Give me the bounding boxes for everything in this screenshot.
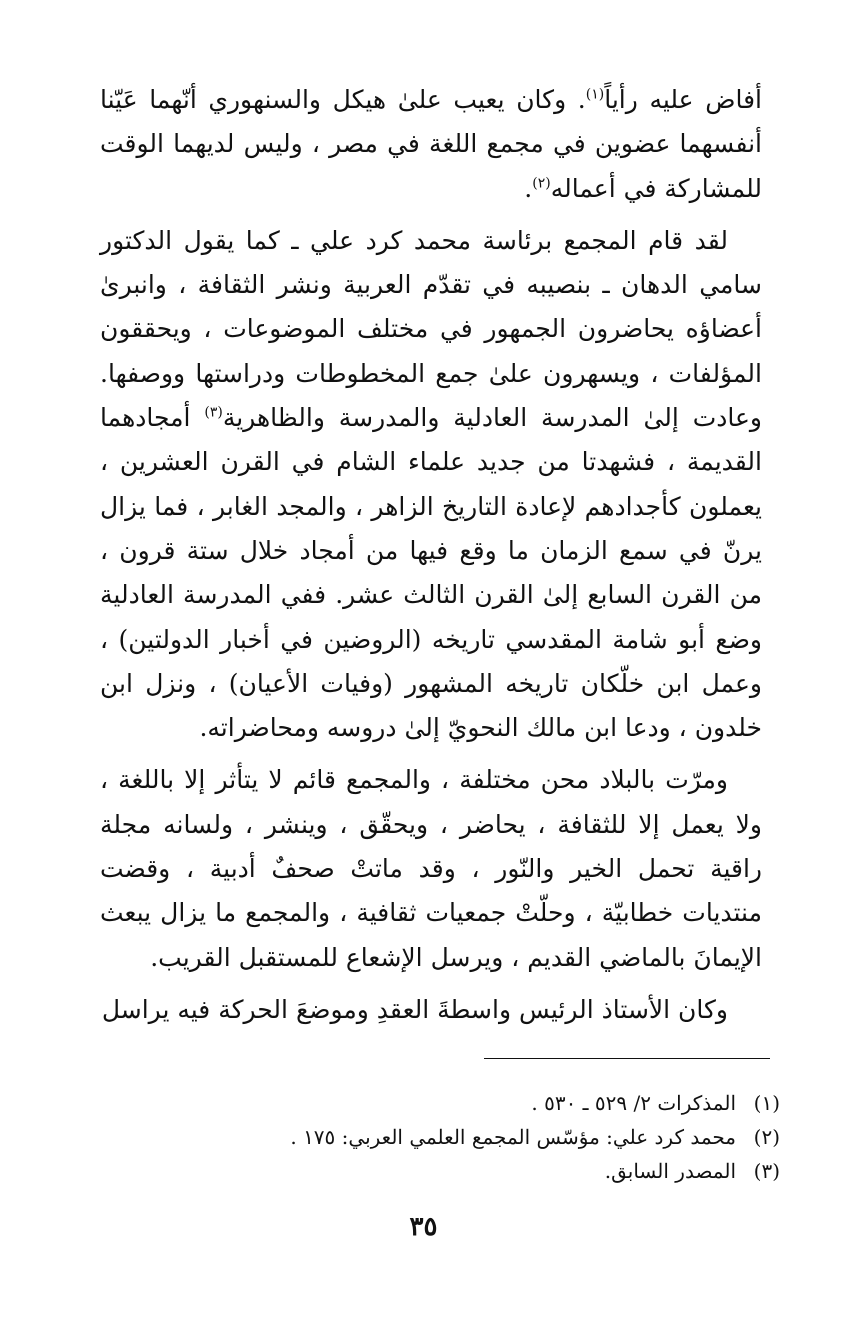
footnote-number-2: (٢) (753, 1125, 780, 1149)
footnote-3 (220, 1154, 780, 1188)
paragraph-1-text-c: . (524, 173, 533, 203)
footnote-text-1: المذكرات ٢/ ٥٢٩ ـ ٥٣٠ . (531, 1091, 736, 1115)
footnote-separator (484, 1058, 770, 1059)
footnote-2 (220, 1120, 780, 1154)
footnote-text-3: المصدر السابق. (604, 1159, 736, 1183)
footnote-1 (220, 1086, 780, 1120)
footnote-text-2: محمد كرد علي: مؤسّس المجمع العلمي العربي: ١٧٥ . (290, 1125, 736, 1149)
footnote-number-1: (١) (753, 1091, 780, 1115)
footnote-ref-3: (٣) (204, 404, 223, 421)
paragraph-2 (100, 219, 762, 751)
paragraph-1-text-a: أفاض عليه رأياً (604, 85, 762, 114)
paragraph-4: وكان الأستاذ الرئيس واسطةَ العقدِ وموضعَ الحركة فيه يراسل (101, 994, 728, 1024)
page-number: ٣٥ (409, 1212, 438, 1242)
paragraph-1-text-b: . وكان يعيب علىٰ هيكل والسنهوري أنّهما عَيّنا أنفسهما عضوين في مجمع اللغة في مصر ، وليس لديهما الوقت للمشاركة في أعماله (100, 85, 762, 203)
body-text (100, 78, 762, 1032)
footnote-ref-2: (٢) (532, 175, 551, 192)
paragraph-2-text-b: أمجادهما القديمة ، فشهدتا من جديد علماء الشام في القرن العشرين ، يعملون كأجدادهم لإعادة التاريخ الزاهر ، والمجد الغابر ، فما يزال يرنّ في سمع الزمان ما وقع فيها من أمجاد خلال ستة قرون ، من القرن السابع إلىٰ القرن الثالث عشر. ففي المدرسة العادلية وضع أبو شامة المقدسي تاريخه (الروضين في أخبار الدولتين) ، وعمل ابن خلّكان تاريخه المشهور (وفيات الأعيان) ، ونزل ابن خلدون ، ودعا ابن مالك النحويّ إلىٰ دروسه ومحاضراته. (100, 403, 762, 743)
paragraph-1 (100, 78, 762, 211)
footnote-ref-1: (١) (585, 86, 605, 103)
paragraph-3: ومرّت بالبلاد محن مختلفة ، والمجمع قائم لا يتأثر إلا باللغة ، ولا يعمل إلا للثقافة ، يحاضر ، ويحقّق ، وينشر ، ولسانه مجلة راقية تحمل الخير والنّور ، وقد ماتتْ صحفٌ أدبية ، وقضت منتديات خطابيّة ، وحلّتْ جمعيات ثقافية ، والمجمع ما يزال يبعث الإيمانَ بالماضي القديم ، ويرسل الإشعاع للمستقبل القريب. (100, 765, 762, 972)
footnotes (220, 1086, 780, 1188)
footnote-number-3: (٣) (753, 1159, 780, 1183)
paragraph-2-text-a: لقد قام المجمع برئاسة محمد كرد علي ـ كما يقول الدكتور سامي الدهان ـ بنصيبه في تقدّم العربية ونشر الثقافة ، وانبرىٰ أعضاؤه يحاضرون الجمهور في مختلف الموضوعات ، ويحققون المؤلفات ، ويسهرون علىٰ جمع المخطوطات ودراستها ووصفها. وعادت إلىٰ المدرسة العادلية والمدرسة والظاهرية (100, 225, 762, 433)
